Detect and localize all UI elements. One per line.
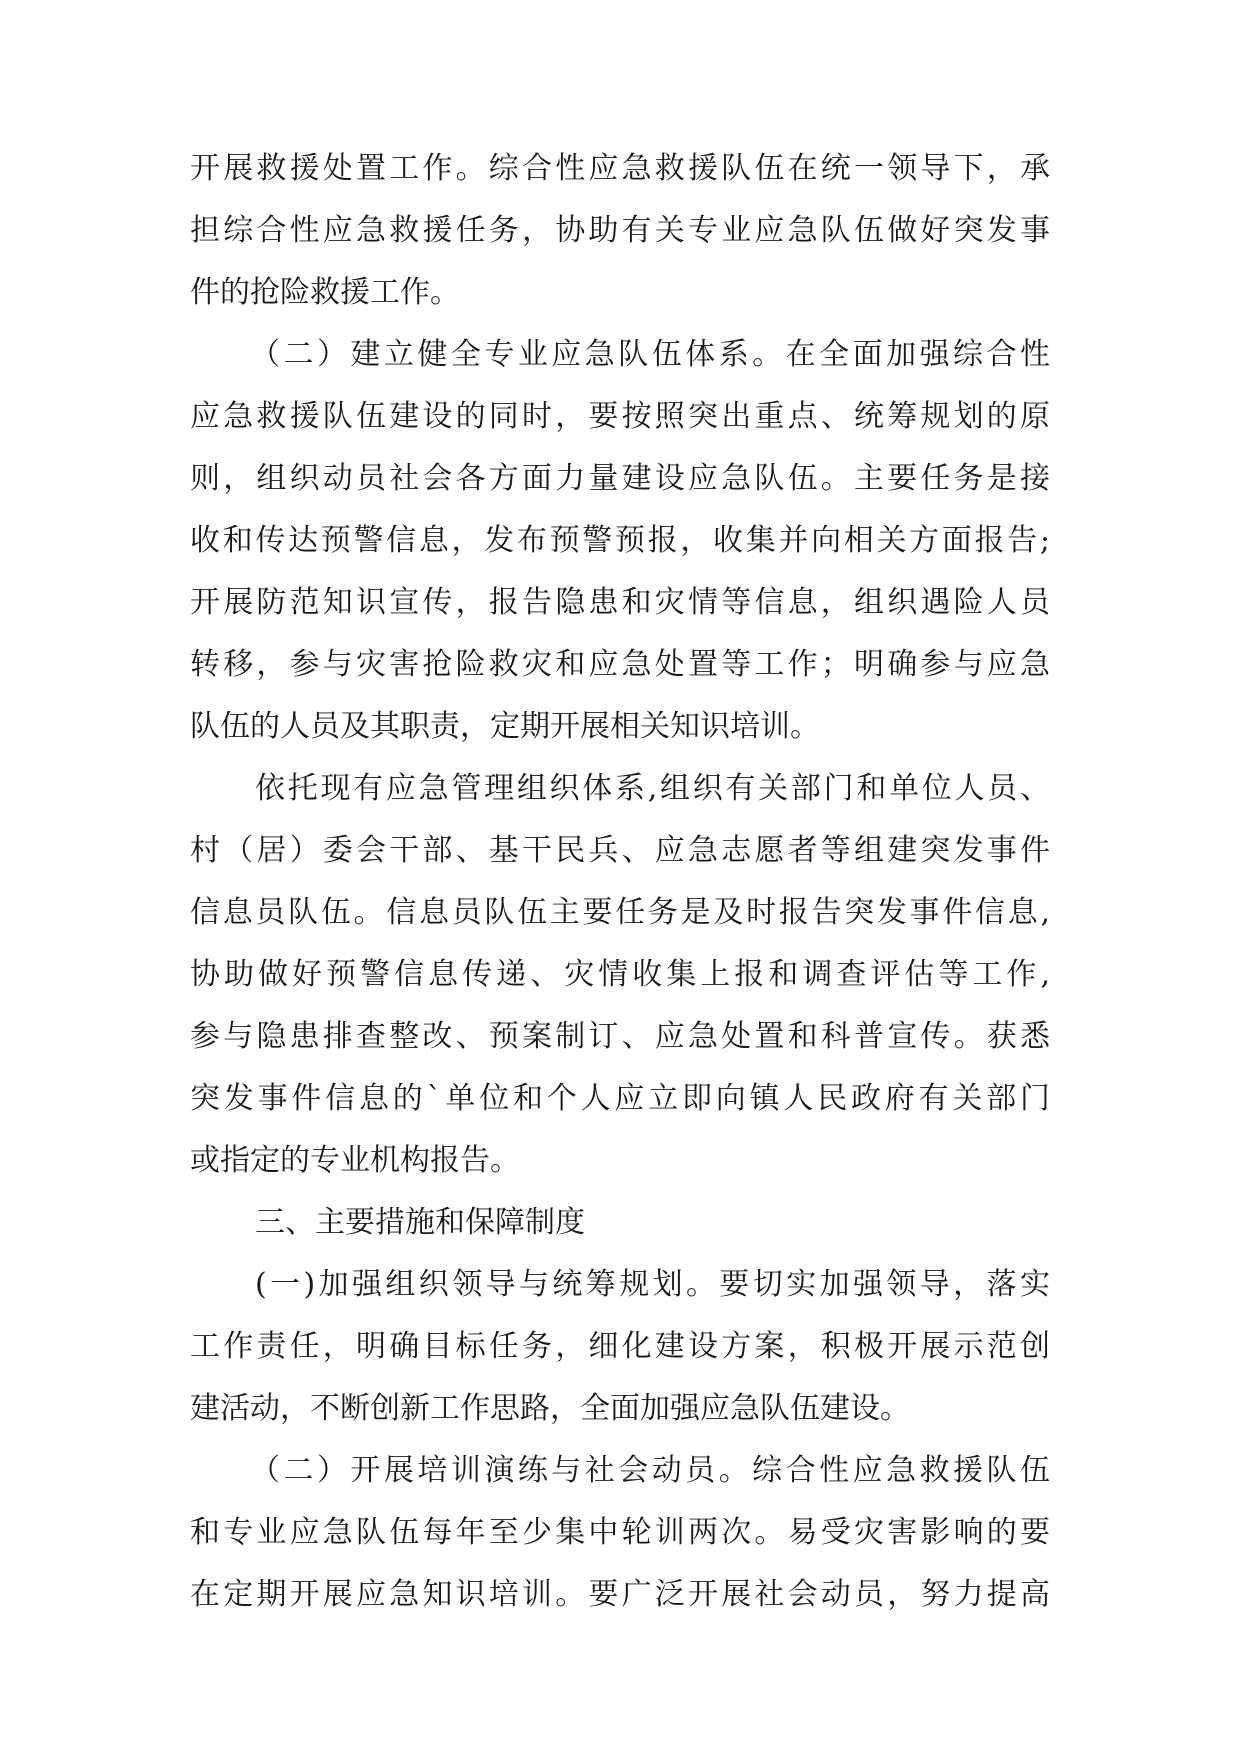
text-line-16: 突发事件信息的`单位和个人应立即向镇人民政府有关部门	[190, 1081, 1050, 1116]
text-line-4: （二）建立健全专业应急队伍体系。在全面加强综合性	[250, 337, 1050, 372]
section-heading: 三、主要措施和保障制度	[255, 1205, 585, 1240]
text-line-12: 村（居）委会干部、基干民兵、应急志愿者等组建突发事件	[190, 833, 1050, 868]
text-line-10: 队伍的人员及其职责，定期开展相关知识培训。	[190, 709, 820, 744]
text-line-7: 收和传达预警信息，发布预警预报，收集并向相关方面报告;	[190, 523, 1050, 558]
text-line-5: 应急救援队伍建设的同时，要按照突出重点、统筹规划的原	[190, 399, 1050, 434]
text-line-14: 协助做好预警信息传递、灾情收集上报和调查评估等工作,	[190, 957, 1050, 992]
text-line-8: 开展防范知识宣传，报告隐患和灾情等信息，组织遇险人员	[190, 585, 1050, 620]
text-line-20: 工作责任，明确目标任务，细化建设方案，积极开展示范创	[190, 1329, 1050, 1364]
text-line-13: 信息员队伍。信息员队伍主要任务是及时报告突发事件信息,	[190, 895, 1050, 930]
text-line-1: 开展救援处置工作。综合性应急救援队伍在统一领导下，承	[190, 151, 1050, 186]
text-line-3: 件的抢险救援工作。	[190, 275, 460, 310]
text-line-24: 在定期开展应急知识培训。要广泛开展社会动员，努力提高	[190, 1577, 1050, 1612]
text-line-23: 和专业应急队伍每年至少集中轮训两次。易受灾害影响的要	[190, 1515, 1050, 1550]
text-line-2: 担综合性应急救援任务，协助有关专业应急队伍做好突发事	[190, 213, 1050, 248]
text-line-21: 建活动，不断创新工作思路，全面加强应急队伍建设。	[190, 1391, 910, 1426]
text-line-15: 参与隐患排查整改、预案制订、应急处置和科普宣传。获悉	[190, 1019, 1050, 1054]
text-line-11: 依托现有应急管理组织体系,组织有关部门和单位人员、	[255, 771, 1050, 806]
text-line-6: 则，组织动员社会各方面力量建设应急队伍。主要任务是接	[190, 461, 1050, 496]
text-line-19: (一)加强组织领导与统筹规划。要切实加强领导，落实	[255, 1267, 1050, 1302]
text-line-9: 转移，参与灾害抢险救灾和应急处置等工作；明确参与应急	[190, 647, 1050, 682]
text-line-22: （二）开展培训演练与社会动员。综合性应急救援队伍	[250, 1453, 1050, 1488]
text-line-17: 或指定的专业机构报告。	[190, 1143, 520, 1178]
